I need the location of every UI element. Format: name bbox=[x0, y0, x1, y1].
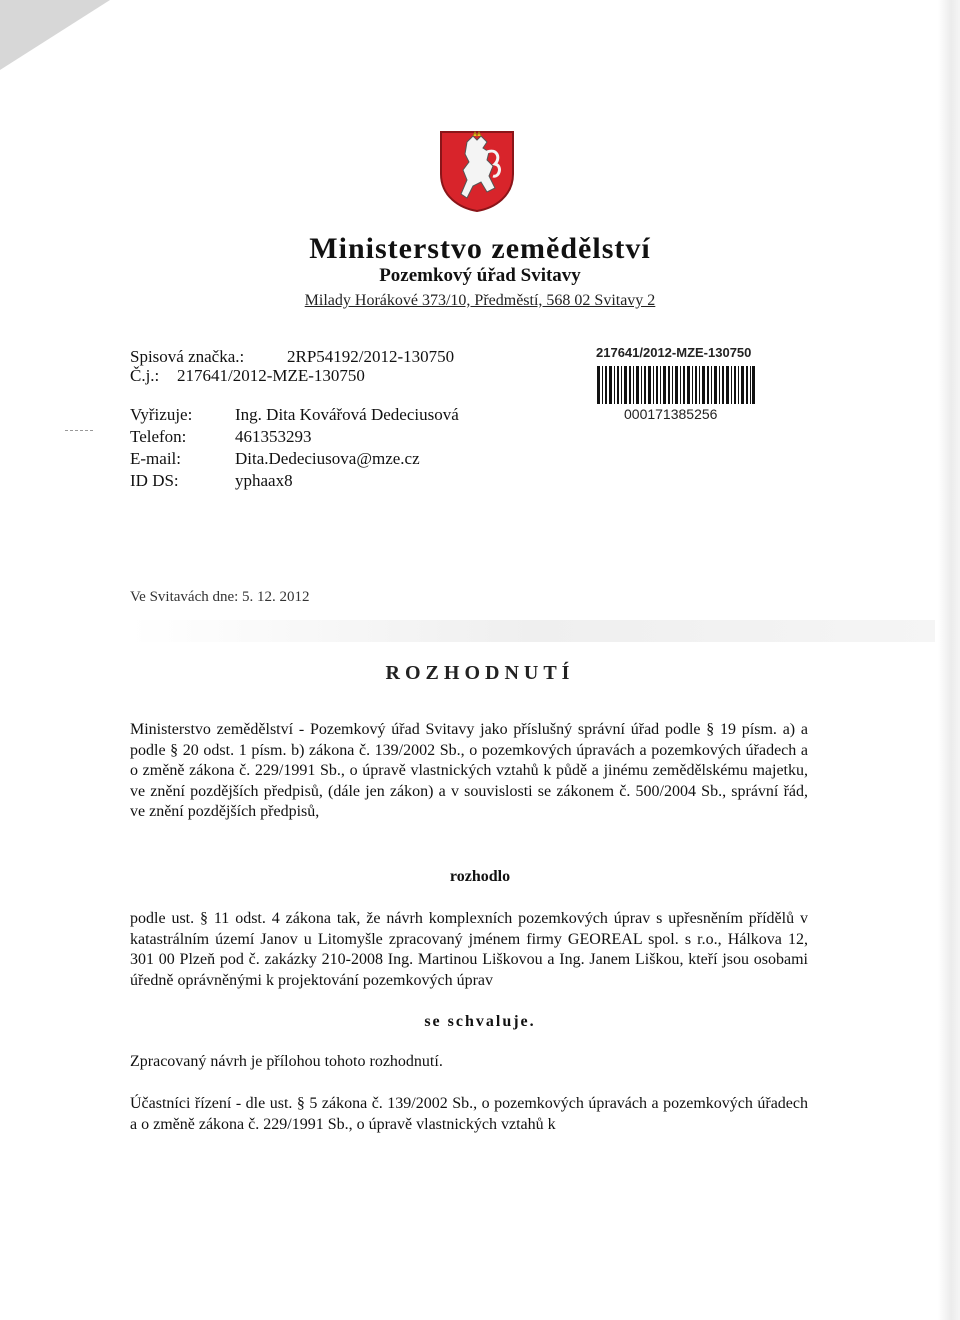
participants-paragraph: Účastníci řízení - dle ust. § 5 zákona č. 139/2002 Sb., o pozemkových úpravách a pozemkových úřadech a o změně zákona č. 229/1991 Sb., o úpravě vlastnických vztahů k bbox=[130, 1095, 808, 1133]
databox-label: ID DS: bbox=[130, 471, 179, 490]
file-mark-value: 2RP54192/2012-130750 bbox=[287, 347, 455, 366]
barcode-top-text: 217641/2012-MZE-130750 bbox=[596, 345, 752, 360]
phone-value: 461353293 bbox=[235, 427, 312, 446]
decision-title: ROZHODNUTÍ bbox=[385, 662, 575, 684]
handler-value: Ing. Dita Kovářová Dedeciusová bbox=[235, 405, 459, 424]
address-text: Milady Horákové 373/10, Předměstí, 568 02 Svitavy 2 bbox=[304, 292, 656, 309]
databox-value: yphaax8 bbox=[235, 471, 293, 490]
margin-dash bbox=[65, 430, 93, 431]
reference-label: Č.j.: bbox=[130, 366, 160, 385]
email-value: Dita.Dedeciusova@mze.cz bbox=[235, 449, 420, 468]
attachment-note: Zpracovaný návrh je přílohou tohoto rozhodnutí. bbox=[130, 1053, 443, 1070]
email-label: E-mail: bbox=[130, 449, 181, 468]
office-name: Pozemkový úřad Svitavy bbox=[379, 265, 581, 286]
scan-edge-shadow bbox=[938, 0, 960, 1320]
reference-value: 217641/2012-MZE-130750 bbox=[177, 366, 365, 385]
phone-label: Telefon: bbox=[130, 427, 187, 446]
barcode-bottom-text: 000171385256 bbox=[624, 406, 718, 422]
approved-statement: se schvaluje. bbox=[424, 1013, 536, 1030]
intro-paragraph: Ministerstvo zemědělství - Pozemkový úřad Svitavy jako příslušný správní úřad podle § 19 písm. a) a podle § 20 odst. 1 písm. b) zákona č. 139/2002 Sb., o pozemkových úpravách a pozemkových úřadech a o změně zákona č. 229/1991 Sb., o úpravě vlastnických vztahů k půdě a jinému zemědělskému majetku, ve znění pozdějších předpisů, (dále jen zákon) a v souvislosti se zákonem č. 500/2004 Sb., správní řád, ve znění pozdějších předpisů, bbox=[130, 721, 808, 820]
barcode-icon bbox=[597, 366, 755, 404]
handler-label: Vyřizuje: bbox=[130, 405, 193, 424]
ministry-name: Ministerstvo zemědělství bbox=[309, 232, 651, 265]
bleed-through-text bbox=[130, 620, 935, 642]
decided-heading: rozhodlo bbox=[449, 868, 511, 885]
scan-corner-shadow bbox=[0, 0, 110, 70]
issue-date: Ve Svitavách dne: 5. 12. 2012 bbox=[130, 589, 310, 605]
office-address bbox=[0, 292, 960, 310]
decision-paragraph: podle ust. § 11 odst. 4 zákona tak, že návrh komplexních pozemkových úprav s upřesněním přídělů v katastrálním území Janov u Litomyšle zpracovaný jménem firmy GEOREAL spol. s r.o., Hálkova 12, 301 00 Plzeň pod č. zakázky 210-2008 Ing. Martinou Liškovou a Ing. Janem Liškou, kteří jsou osobami úředně oprávněnými k projektování pozemkových úprav bbox=[130, 910, 808, 989]
file-mark-label: Spisová značka.: bbox=[130, 347, 245, 366]
coat-of-arms-icon bbox=[437, 130, 517, 212]
